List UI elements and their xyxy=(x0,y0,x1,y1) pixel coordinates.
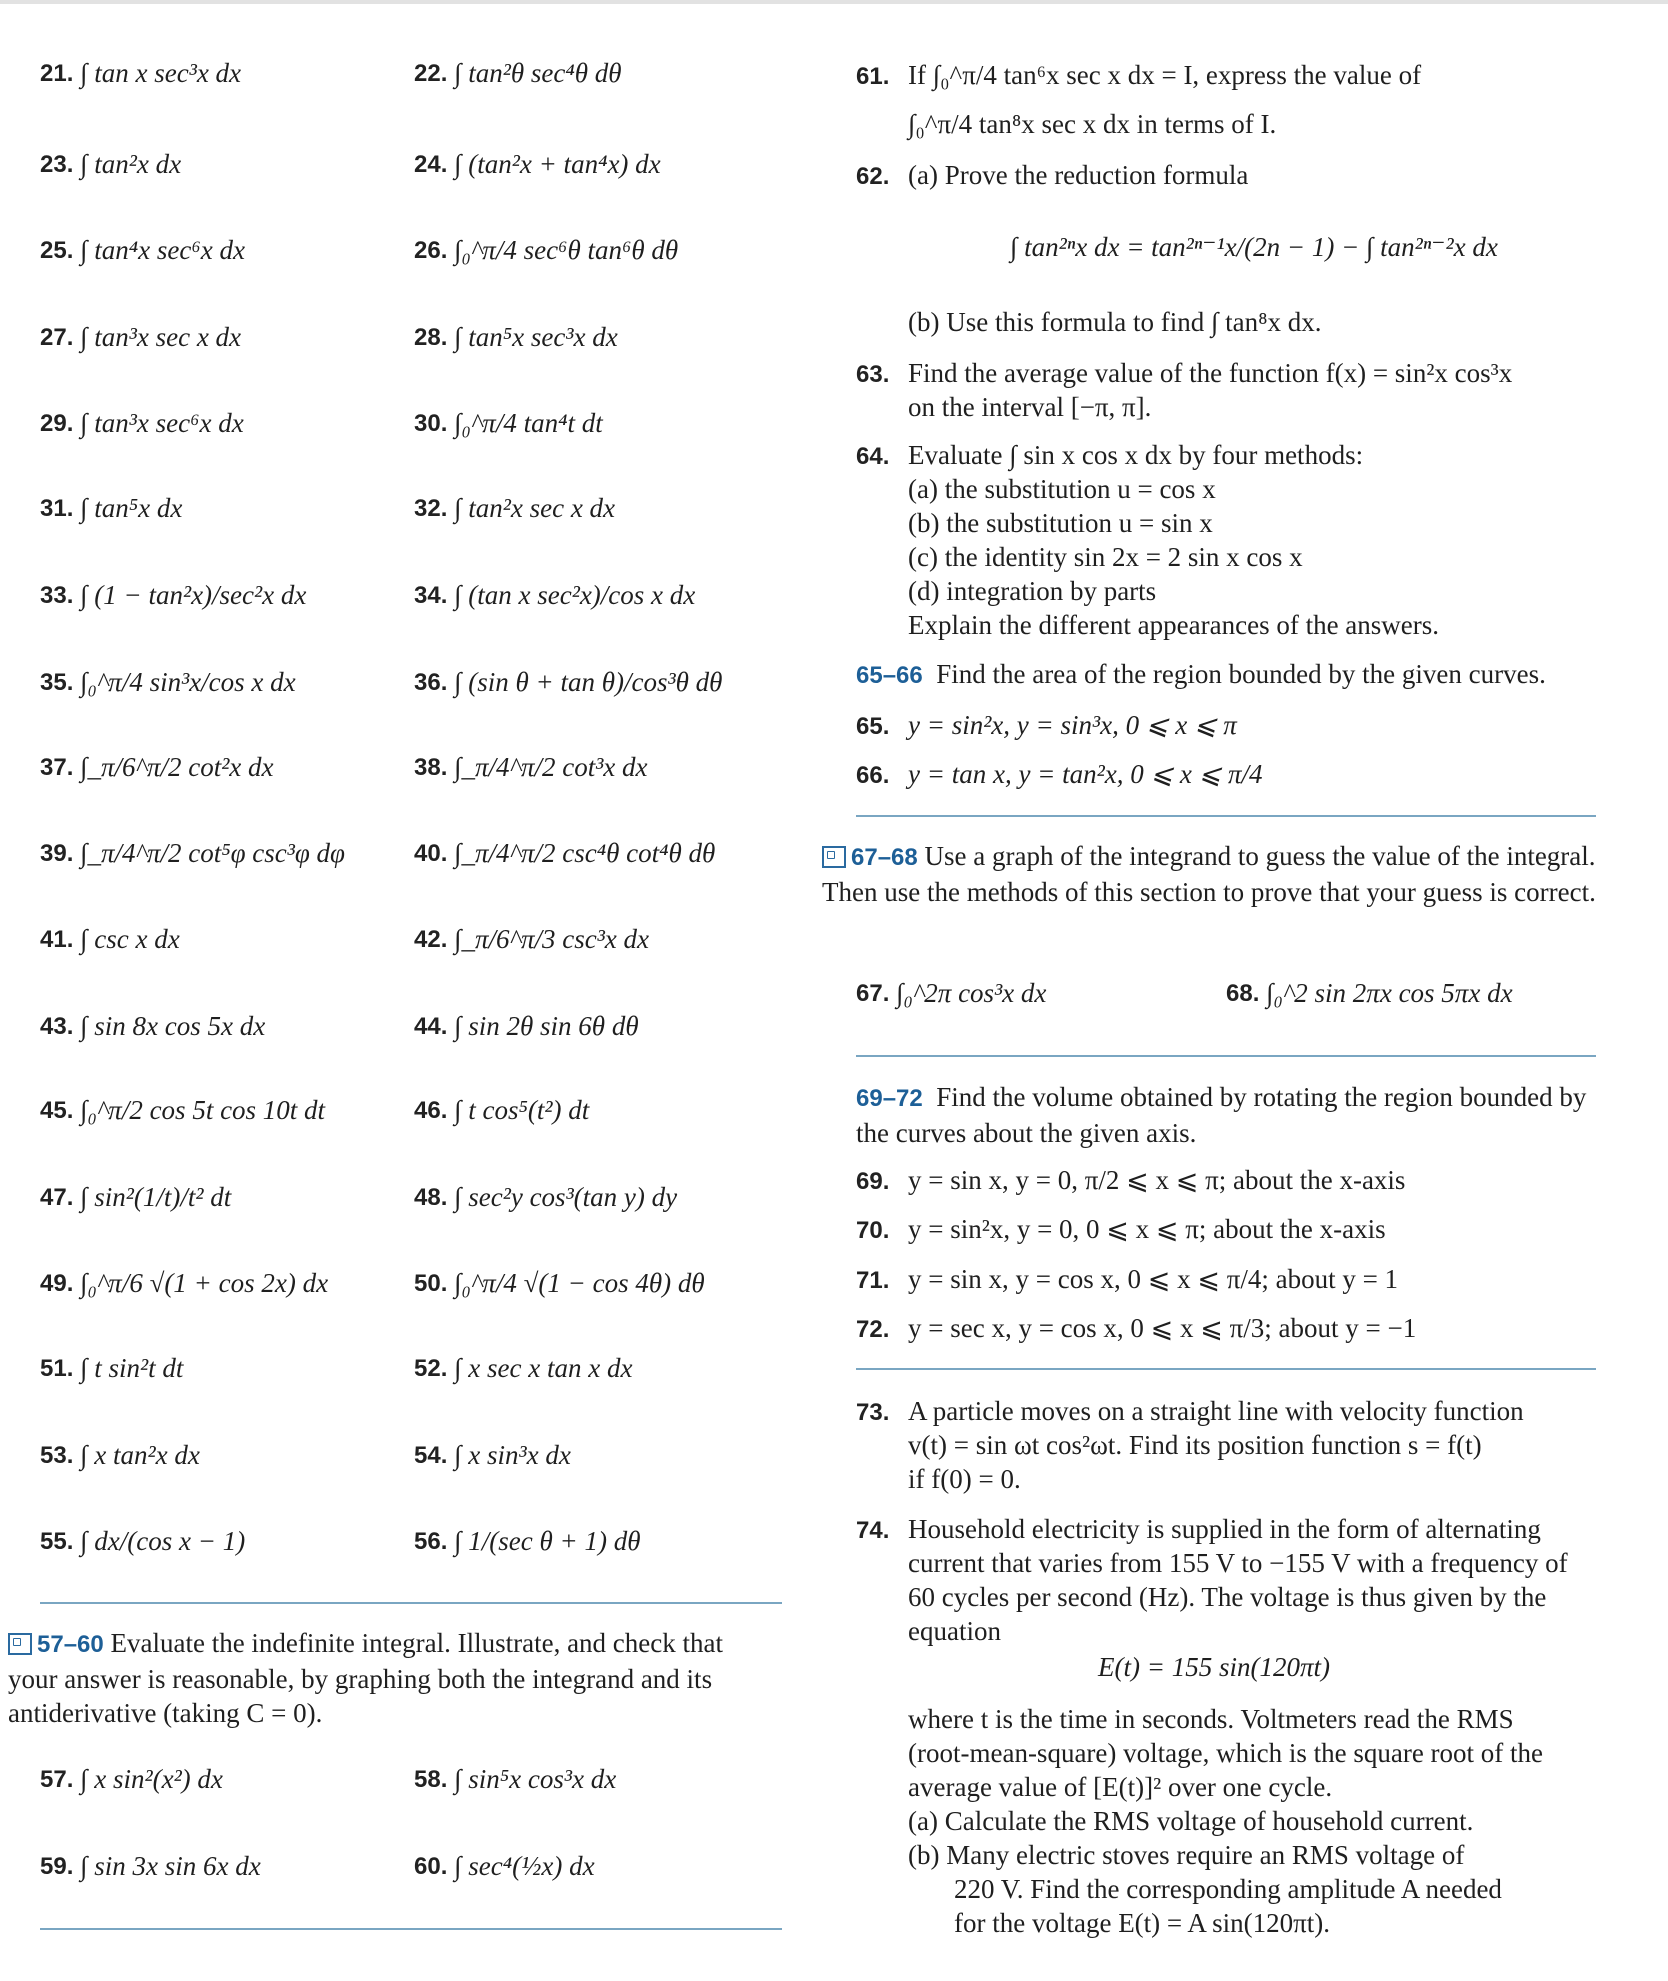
problem-64 xyxy=(856,438,1363,474)
problem-number: 39. xyxy=(40,839,74,867)
section-57-60-instructions xyxy=(8,1626,778,1730)
problem-expression: ∫_π/6^π/3 csc³x dx xyxy=(454,924,650,954)
problem-number: 21. xyxy=(40,59,74,87)
section-rule xyxy=(856,1055,1596,1057)
problem-text: y = sin x, y = cos x, 0 ⩽ x ⩽ π/4; about y = 1 xyxy=(908,1264,1399,1294)
problem-39 xyxy=(40,838,345,869)
problem-69 xyxy=(856,1163,1405,1199)
problem-text: y = sec x, y = cos x, 0 ⩽ x ⩽ π/3; about y = −1 xyxy=(908,1313,1417,1343)
problem-number: 53. xyxy=(40,1441,74,1469)
problem-expression: ∫ tan²x dx xyxy=(80,149,182,179)
section-67-68-instructions xyxy=(822,839,1602,909)
problem-38 xyxy=(414,752,648,783)
problem-number: 69. xyxy=(856,1168,890,1195)
problem-expression: ∫_π/6^π/2 cot²x dx xyxy=(80,752,274,782)
problem-48 xyxy=(414,1182,677,1213)
problem-number: 37. xyxy=(40,753,74,781)
problem-expression: ∫₀^π/4 sin³x/cos x dx xyxy=(80,667,296,697)
problem-number: 35. xyxy=(40,668,74,696)
problem-60 xyxy=(414,1851,595,1882)
problem-number: 50. xyxy=(414,1269,448,1297)
problem-36 xyxy=(414,667,722,698)
problem-text: y = sin x, y = 0, π/2 ⩽ x ⩽ π; about the x-axis xyxy=(908,1165,1406,1195)
section-rule xyxy=(856,1368,1596,1370)
problem-52 xyxy=(414,1353,632,1384)
problem-64-c: (c) the identity sin 2x = 2 sin x cos x xyxy=(908,542,1303,572)
problem-29 xyxy=(40,408,244,439)
problem-28 xyxy=(414,322,618,353)
problem-64-a: (a) the substitution u = cos x xyxy=(908,474,1216,504)
problem-22 xyxy=(414,58,622,89)
problem-expression: ∫_π/4^π/2 csc⁴θ cot⁴θ dθ xyxy=(454,838,716,868)
problem-expression: ∫ x sec x tan x dx xyxy=(454,1353,633,1383)
problem-expression: ∫ tan⁵x dx xyxy=(80,493,183,523)
problem-expression: ∫₀^π/4 sec⁶θ tan⁶θ dθ xyxy=(454,235,679,265)
problem-number: 45. xyxy=(40,1096,74,1124)
problem-70 xyxy=(856,1212,1386,1248)
problem-number: 55. xyxy=(40,1527,74,1555)
problem-number: 42. xyxy=(414,925,448,953)
problem-expression: ∫ tan²θ sec⁴θ dθ xyxy=(454,58,622,88)
reduction-formula: ∫ tan²ⁿx dx = tan²ⁿ⁻¹x/(2n − 1) − ∫ tan²ⁿ⁻²x dx xyxy=(1010,232,1498,262)
problem-number: 24. xyxy=(414,150,448,178)
problem-53 xyxy=(40,1440,200,1471)
problem-expression: ∫ t cos⁵(t²) dt xyxy=(454,1095,590,1125)
problem-expression: ∫ x sin³x dx xyxy=(454,1440,571,1470)
problem-64-explain: Explain the different appearances of the answers. xyxy=(908,610,1440,640)
problem-expression: ∫ tan⁴x sec⁶x dx xyxy=(80,235,245,265)
problem-74-part-a: (a) Calculate the RMS voltage of household current. xyxy=(908,1806,1474,1836)
problem-62-part-b: (b) Use this formula to find ∫ tan⁸x dx. xyxy=(908,307,1322,337)
problem-number: 40. xyxy=(414,839,448,867)
graphing-calculator-icon xyxy=(8,1633,32,1655)
problem-55 xyxy=(40,1526,245,1557)
problem-72 xyxy=(856,1311,1416,1347)
problem-expression: ∫₀^π/4 √(1 − cos 4θ) dθ xyxy=(454,1268,705,1298)
problem-41 xyxy=(40,924,180,955)
problem-73-line2: v(t) = sin ωt cos²ωt. Find its position function s = f(t) xyxy=(908,1430,1482,1460)
section-range: 57–60 xyxy=(37,1631,104,1658)
problem-23 xyxy=(40,149,181,180)
problem-number: 36. xyxy=(414,668,448,696)
top-border xyxy=(0,0,1668,4)
problem-number: 33. xyxy=(40,581,74,609)
problem-expression: ∫_π/4^π/2 cot³x dx xyxy=(454,752,648,782)
problem-number: 59. xyxy=(40,1852,74,1880)
problem-74-line2: current that varies from 155 V to −155 V with a frequency of xyxy=(908,1548,1568,1578)
problem-number: 54. xyxy=(414,1441,448,1469)
section-rule xyxy=(40,1928,782,1930)
problem-number: 41. xyxy=(40,925,74,953)
problem-text: If ∫₀^π/4 tan⁶x sec x dx = I, express the value of xyxy=(908,60,1422,90)
problem-number: 62. xyxy=(856,163,890,190)
section-rule xyxy=(856,815,1596,817)
problem-expression: ∫_π/4^π/2 cot⁵φ csc³φ dφ xyxy=(80,838,345,868)
problem-number: 34. xyxy=(414,581,448,609)
problem-59 xyxy=(40,1851,261,1882)
problem-expression: ∫ tan⁵x sec³x dx xyxy=(454,322,618,352)
problem-expression: ∫ sin 2θ sin 6θ dθ xyxy=(454,1011,639,1041)
problem-number: 49. xyxy=(40,1269,74,1297)
problem-64-b: (b) the substitution u = sin x xyxy=(908,508,1213,538)
problem-expression: ∫ sin 8x cos 5x dx xyxy=(80,1011,266,1041)
problem-34 xyxy=(414,580,695,611)
problem-number: 63. xyxy=(856,361,890,388)
problem-expression: ∫ sec²y cos³(tan y) dy xyxy=(454,1182,678,1212)
problem-number: 72. xyxy=(856,1316,890,1343)
problem-74-line4: equation xyxy=(908,1616,1001,1646)
section-text: Use a graph of the integrand to guess the value of the integral. Then use the methods of this section to prove that your guess is correct. xyxy=(822,841,1596,907)
section-text: Find the area of the region bounded by the given curves. xyxy=(936,659,1546,689)
problem-44 xyxy=(414,1011,639,1042)
problem-expression: ∫₀^2 sin 2πx cos 5πx dx xyxy=(1266,978,1513,1008)
problem-expression: ∫ csc x dx xyxy=(80,924,180,954)
problem-74-part-b: (b) Many electric stoves require an RMS voltage of xyxy=(908,1840,1465,1870)
problem-number: 44. xyxy=(414,1012,448,1040)
problem-text: y = tan x, y = tan²x, 0 ⩽ x ⩽ π/4 xyxy=(908,759,1263,789)
problem-number: 56. xyxy=(414,1527,448,1555)
problem-57 xyxy=(40,1764,223,1795)
problem-text: y = sin²x, y = sin³x, 0 ⩽ x ⩽ π xyxy=(908,710,1237,740)
problem-24 xyxy=(414,149,661,180)
graphing-calculator-icon xyxy=(822,846,846,868)
problem-text: Evaluate ∫ sin x cos x dx by four methods: xyxy=(908,440,1364,470)
section-rule xyxy=(40,1602,782,1604)
problem-number: 60. xyxy=(414,1852,448,1880)
section-65-66-instructions xyxy=(856,657,1546,693)
problem-40 xyxy=(414,838,715,869)
problem-number: 46. xyxy=(414,1096,448,1124)
problem-number: 67. xyxy=(856,979,890,1007)
problem-61-line2: ∫₀^π/4 tan⁸x sec x dx in terms of I. xyxy=(908,109,1277,139)
problem-33 xyxy=(40,580,306,611)
problem-number: 29. xyxy=(40,409,74,437)
problem-64-d: (d) integration by parts xyxy=(908,576,1157,606)
voltage-equation: E(t) = 155 sin(120πt) xyxy=(1098,1652,1330,1682)
problem-74-part-b-line2: 220 V. Find the corresponding amplitude A needed xyxy=(954,1874,1502,1904)
problem-text: y = sin²x, y = 0, 0 ⩽ x ⩽ π; about the x-axis xyxy=(908,1214,1386,1244)
problem-expression: ∫ (tan x sec²x)/cos x dx xyxy=(454,580,696,610)
problem-text: Find the average value of the function f(x) = sin²x cos³x xyxy=(908,358,1513,388)
problem-21 xyxy=(40,58,241,89)
problem-number: 68. xyxy=(1226,979,1260,1007)
problem-expression: ∫ x tan²x dx xyxy=(80,1440,200,1470)
problem-26 xyxy=(414,235,678,266)
section-range: 65–66 xyxy=(856,662,923,689)
problem-74-line3: 60 cycles per second (Hz). The voltage is thus given by the xyxy=(908,1582,1547,1612)
problem-66 xyxy=(856,757,1262,793)
problem-30 xyxy=(414,408,603,439)
problem-number: 31. xyxy=(40,494,74,522)
problem-expression: ∫ (sin θ + tan θ)/cos³θ dθ xyxy=(454,667,723,697)
problem-expression: ∫ t sin²t dt xyxy=(80,1353,184,1383)
problem-number: 48. xyxy=(414,1183,448,1211)
problem-43 xyxy=(40,1011,265,1042)
problem-number: 26. xyxy=(414,236,448,264)
problem-73 xyxy=(856,1394,1524,1430)
problem-number: 22. xyxy=(414,59,448,87)
problem-expression: ∫ sin 3x sin 6x dx xyxy=(80,1851,261,1881)
problem-expression: ∫ dx/(cos x − 1) xyxy=(80,1526,246,1556)
problem-number: 32. xyxy=(414,494,448,522)
problem-number: 47. xyxy=(40,1183,74,1211)
problem-expression: ∫₀^2π cos³x dx xyxy=(896,978,1047,1008)
section-range: 67–68 xyxy=(851,844,918,871)
problem-62 xyxy=(856,158,1248,194)
problem-number: 65. xyxy=(856,713,890,740)
section-69-72-instructions xyxy=(856,1080,1596,1150)
problem-expression: ∫ (tan²x + tan⁴x) dx xyxy=(454,149,661,179)
problem-number: 71. xyxy=(856,1267,890,1294)
problem-58 xyxy=(414,1764,616,1795)
problem-number: 57. xyxy=(40,1765,74,1793)
problem-expression: ∫ x sin²(x²) dx xyxy=(80,1764,223,1794)
problem-61 xyxy=(856,58,1421,94)
problem-46 xyxy=(414,1095,589,1126)
problem-expression: ∫ sec⁴(½x) dx xyxy=(454,1851,595,1881)
problem-25 xyxy=(40,235,245,266)
problem-number: 58. xyxy=(414,1765,448,1793)
problem-number: 38. xyxy=(414,753,448,781)
problem-67 xyxy=(856,978,1046,1009)
problem-42 xyxy=(414,924,649,955)
problem-part-a: (a) Prove the reduction formula xyxy=(908,160,1249,190)
problem-number: 51. xyxy=(40,1354,74,1382)
problem-50 xyxy=(414,1268,705,1299)
problem-56 xyxy=(414,1526,640,1557)
problem-expression: ∫ tan²x sec x dx xyxy=(454,493,616,523)
section-range: 69–72 xyxy=(856,1085,923,1112)
problem-number: 74. xyxy=(856,1517,890,1544)
problem-74-line7: average value of [E(t)]² over one cycle. xyxy=(908,1772,1333,1802)
problem-27 xyxy=(40,322,241,353)
problem-number: 27. xyxy=(40,323,74,351)
problem-number: 28. xyxy=(414,323,448,351)
problem-65 xyxy=(856,708,1237,744)
problem-number: 30. xyxy=(414,409,448,437)
problem-expression: ∫₀^π/2 cos 5t cos 10t dt xyxy=(80,1095,326,1125)
problem-51 xyxy=(40,1353,183,1384)
problem-expression: ∫₀^π/6 √(1 + cos 2x) dx xyxy=(80,1268,329,1298)
problem-number: 70. xyxy=(856,1217,890,1244)
problem-number: 61. xyxy=(856,63,890,90)
problem-47 xyxy=(40,1182,231,1213)
problem-49 xyxy=(40,1268,328,1299)
problem-number: 73. xyxy=(856,1399,890,1426)
problem-71 xyxy=(856,1262,1398,1298)
problem-74-line5: where t is the time in seconds. Voltmeters read the RMS xyxy=(908,1704,1514,1734)
problem-expression: ∫ sin²(1/t)/t² dt xyxy=(80,1182,232,1212)
problem-31 xyxy=(40,493,182,524)
section-text: Find the volume obtained by rotating the region bounded by the curves about the given axis. xyxy=(856,1082,1587,1148)
problem-74-part-b-line3: for the voltage E(t) = A sin(120πt). xyxy=(954,1908,1331,1938)
problem-73-line3: if f(0) = 0. xyxy=(908,1464,1021,1494)
problem-expression: ∫₀^π/4 tan⁴t dt xyxy=(454,408,603,438)
problem-number: 23. xyxy=(40,150,74,178)
problem-37 xyxy=(40,752,274,783)
problem-number: 64. xyxy=(856,443,890,470)
problem-54 xyxy=(414,1440,571,1471)
problem-expression: ∫ tan x sec³x dx xyxy=(80,58,242,88)
problem-expression: ∫ tan³x sec x dx xyxy=(80,322,242,352)
problem-number: 52. xyxy=(414,1354,448,1382)
problem-expression: ∫ tan³x sec⁶x dx xyxy=(80,408,244,438)
problem-number: 66. xyxy=(856,762,890,789)
problem-expression: ∫ 1/(sec θ + 1) dθ xyxy=(454,1526,641,1556)
problem-text: Household electricity is supplied in the form of alternating xyxy=(908,1514,1541,1544)
problem-74 xyxy=(856,1512,1541,1548)
problem-text: A particle moves on a straight line with velocity function xyxy=(908,1396,1524,1426)
problem-number: 43. xyxy=(40,1012,74,1040)
problem-number: 25. xyxy=(40,236,74,264)
problem-expression: ∫ (1 − tan²x)/sec²x dx xyxy=(80,580,307,610)
problem-45 xyxy=(40,1095,325,1126)
problem-35 xyxy=(40,667,296,698)
section-text: Evaluate the indefinite integral. Illustrate, and check that your answer is reasonable, by graphing both the integrand and its antiderivative (taking C = 0). xyxy=(8,1628,723,1728)
problem-63-line2: on the interval [−π, π]. xyxy=(908,392,1152,422)
problem-74-line6: (root-mean-square) voltage, which is the square root of the xyxy=(908,1738,1544,1768)
problem-32 xyxy=(414,493,615,524)
problem-63 xyxy=(856,356,1512,392)
problem-expression: ∫ sin⁵x cos³x dx xyxy=(454,1764,617,1794)
problem-68 xyxy=(1226,978,1513,1009)
